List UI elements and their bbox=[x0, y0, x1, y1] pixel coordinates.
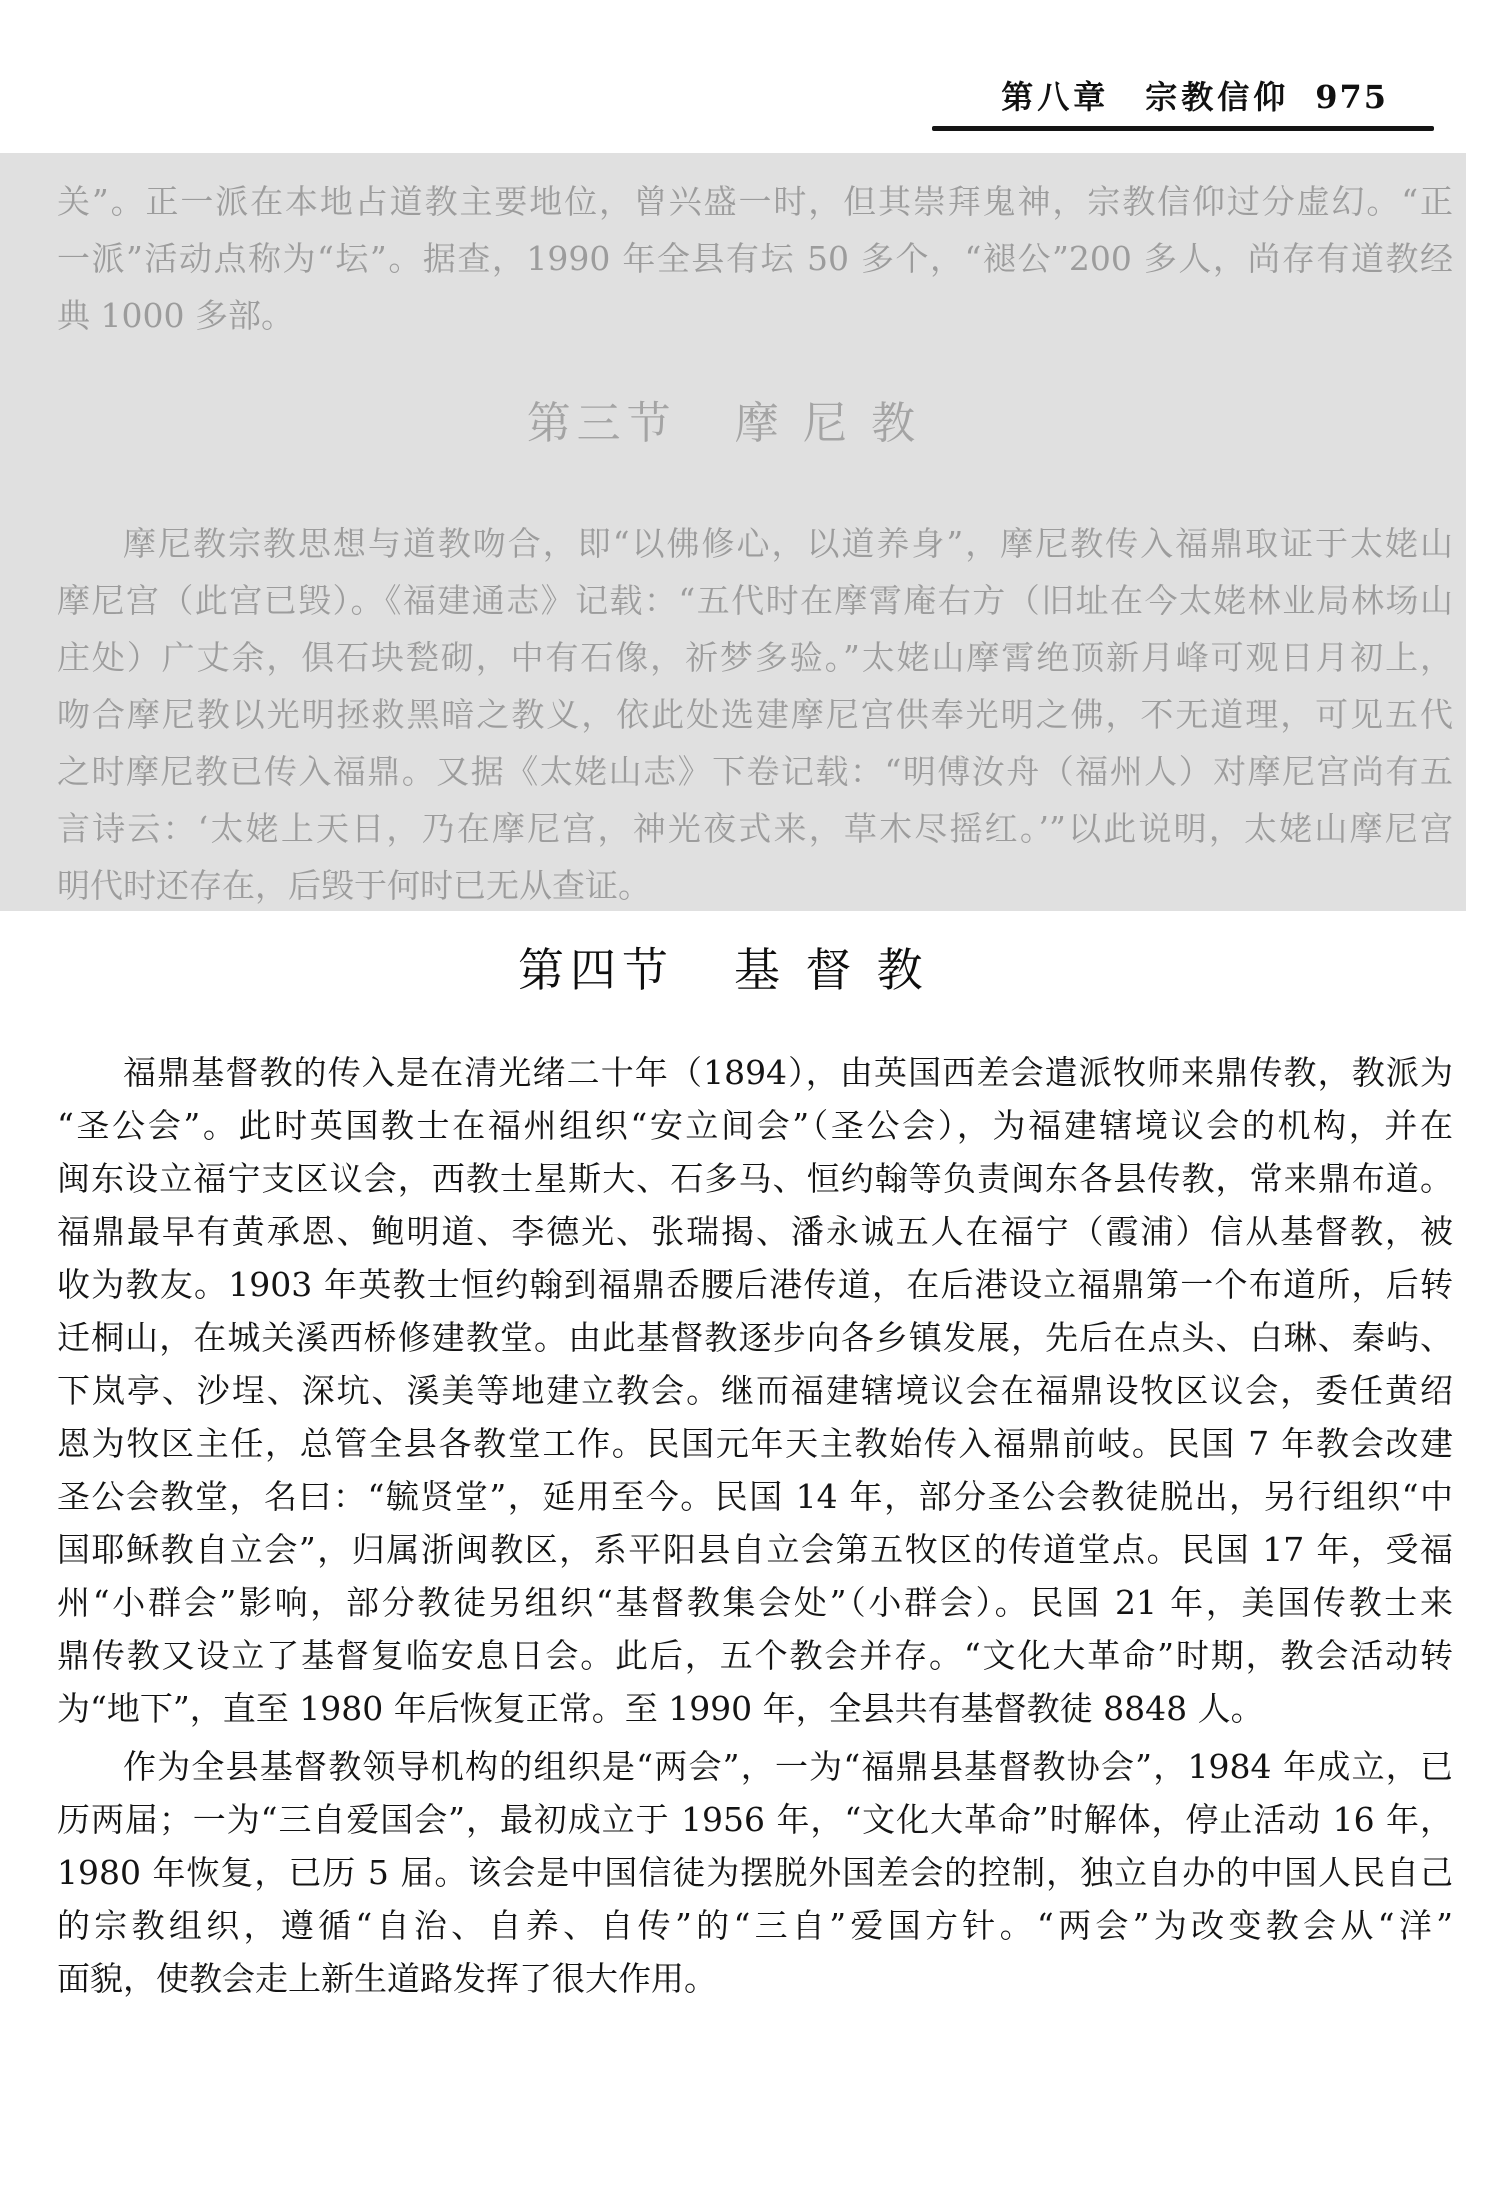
text-line: 的宗教组织，遵循“自治、自养、自传”的“三自”爱国方针。“两会”为改变教会从“洋” bbox=[57, 1906, 1453, 1945]
text-line: 关”。正一派在本地占道教主要地位，曾兴盛一时，但其崇拜鬼神，宗教信仰过分虚幻。“正 bbox=[57, 182, 1453, 221]
text-line: 作为全县基督教领导机构的组织是“两会”，一为“福鼎县基督教协会”，1984 年成立，已 bbox=[123, 1747, 1453, 1786]
text-line: 庄处）广丈余，俱石块甃砌，中有石像，祈梦多验。”太姥山摩霄绝顶新月峰可观日月初上， bbox=[57, 638, 1453, 677]
text-line: 1980 年恢复，已历 5 届。该会是中国信徒为摆脱外国差会的控制，独立自办的中国人民自己 bbox=[57, 1853, 1453, 1892]
text-line: 福鼎基督教的传入是在清光绪二十年（1894），由英国西差会遣派牧师来鼎传教，教派为 bbox=[123, 1053, 1453, 1092]
christianity-paragraph-2 bbox=[57, 1740, 1453, 2005]
header-rule bbox=[932, 126, 1434, 131]
page-number: 975 bbox=[1315, 78, 1388, 116]
section-label: 第四节 bbox=[518, 943, 675, 997]
text-line: 国耶稣教自立会”，归属浙闽教区，系平阳县自立会第五牧区的传道堂点。民国 17 年，受福 bbox=[57, 1530, 1453, 1569]
text-line: 福鼎最早有黄承恩、鲍明道、李德光、张瑞揭、潘永诚五人在福宁（霞浦）信从基督教，被 bbox=[57, 1212, 1453, 1251]
manichaeism-paragraph bbox=[57, 515, 1453, 914]
text-line: 圣公会教堂，名曰：“毓贤堂”，延用至今。民国 14 年，部分圣公会教徒脱出，另行组织“中 bbox=[57, 1477, 1453, 1516]
section-name: 基督教 bbox=[734, 943, 948, 997]
text-line: 历两届；一为“三自爱国会”，最初成立于 1956 年，“文化大革命”时解体，停止活动 16 年， bbox=[57, 1800, 1453, 1839]
chapter-title: 第八章 宗教信仰 bbox=[1001, 78, 1290, 116]
text-line: 明代时还存在，后毁于何时已无从查证。 bbox=[57, 866, 651, 905]
section-label: 第三节 bbox=[526, 398, 677, 449]
running-header bbox=[1001, 72, 1388, 118]
christianity-paragraph-1 bbox=[57, 1046, 1453, 1735]
text-line: 面貌，使教会走上新生道路发挥了很大作用。 bbox=[57, 1959, 717, 1998]
text-line: 之时摩尼教已传入福鼎。又据《太姥山志》下卷记载：“明傅汝舟（福州人）对摩尼宫尚有五 bbox=[57, 752, 1453, 791]
text-line: 恩为牧区主任，总管全县各教堂工作。民国元年天主教始传入福鼎前岐。民国 7 年教会改建 bbox=[57, 1424, 1453, 1463]
faded-page-region bbox=[0, 153, 1466, 911]
continued-paragraph bbox=[57, 173, 1453, 344]
text-line: 州“小群会”影响，部分教徒另组织“基督教集会处”（小群会）。民国 21 年，美国传教士来 bbox=[57, 1583, 1453, 1622]
text-line: 为“地下”，直至 1980 年后恢复正常。至 1990 年，全县共有基督教徒 8848 人。 bbox=[57, 1689, 1264, 1728]
text-line: 下岚亭、沙埕、深坑、溪美等地建立教会。继而福建辖境议会在福鼎设牧区议会，委任黄绍 bbox=[57, 1371, 1453, 1410]
text-line: 迁桐山，在城关溪西桥修建教堂。由此基督教逐步向各乡镇发展，先后在点头、白琳、秦屿、 bbox=[57, 1318, 1453, 1357]
text-line: 鼎传教又设立了基督复临安息日会。此后，五个教会并存。“文化大革命”时期，教会活动转 bbox=[57, 1636, 1453, 1675]
text-line: 一派”活动点称为“坛”。据查，1990 年全县有坛 50 多个，“褪公”200 多人，尚存有道教经 bbox=[57, 239, 1453, 278]
section-name: 摩尼教 bbox=[734, 398, 940, 449]
text-line: 闽东设立福宁支区议会，西教士星斯大、石多马、恒约翰等负责闽东各县传教，常来鼎布道。 bbox=[57, 1159, 1453, 1198]
text-line: 言诗云：‘太姥上天日，乃在摩尼宫，神光夜式来，草木尽摇红。’”以此说明，太姥山摩尼宫 bbox=[57, 809, 1453, 848]
text-line: 摩尼宫（此宫已毁）。《福建通志》记载：“五代时在摩霄庵右方（旧址在今太姥林业局林场山 bbox=[57, 581, 1453, 620]
text-line: 吻合摩尼教以光明拯救黑暗之教义，依此处选建摩尼宫供奉光明之佛，不无道理，可见五代 bbox=[57, 695, 1453, 734]
text-line: 典 1000 多部。 bbox=[57, 296, 294, 335]
section-heading-christianity bbox=[0, 934, 1466, 1000]
text-line: 收为教友。1903 年英教士恒约翰到福鼎岙腰后港传道，在后港设立福鼎第一个布道所，后转 bbox=[57, 1265, 1453, 1304]
section-heading-manichaeism bbox=[0, 387, 1466, 451]
text-line: 摩尼教宗教思想与道教吻合，即“以佛修心，以道养身”，摩尼教传入福鼎取证于太姥山 bbox=[123, 524, 1453, 563]
text-line: “圣公会”。此时英国教士在福州组织“安立间会”（圣公会），为福建辖境议会的机构，并在 bbox=[57, 1106, 1453, 1145]
